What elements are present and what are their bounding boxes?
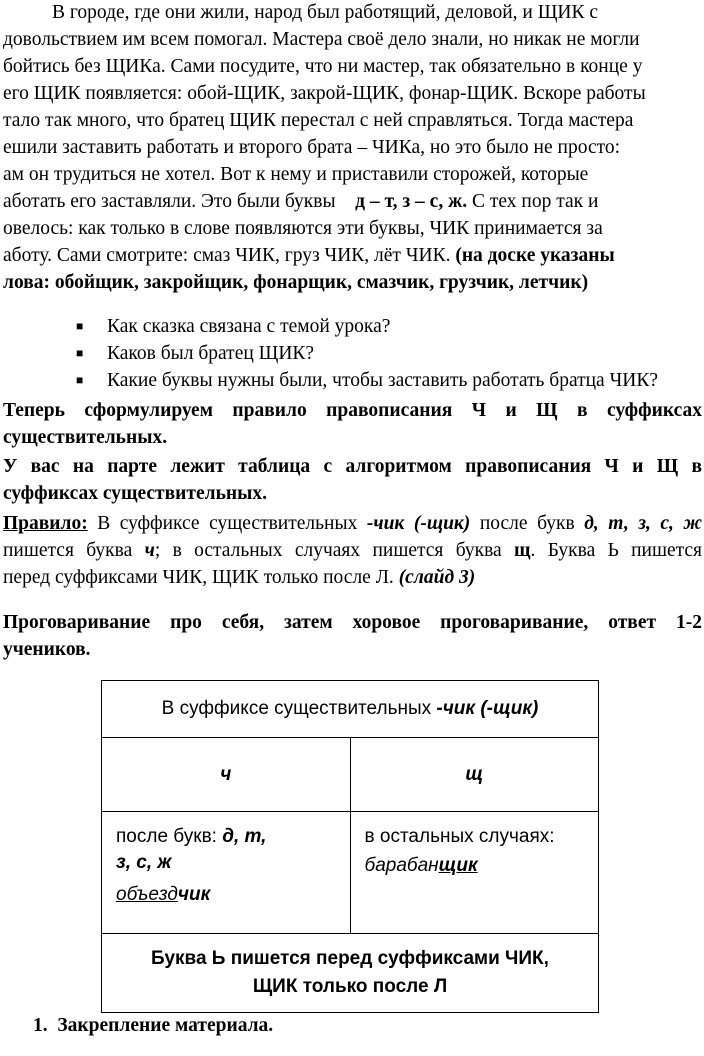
bullet-icon: ■ bbox=[76, 346, 84, 360]
story-line-9: овелось: как только в слове появляются эти буквы, ЧИК принимается за bbox=[3, 218, 603, 239]
rule-label: Правило: bbox=[3, 513, 88, 534]
story-line-8-end: С тех пор так и bbox=[471, 191, 599, 212]
story-line-5: тало так много, что братец ЩИК перестал с ней справляться. Тогда мастера bbox=[3, 110, 634, 131]
table-suffix: -чик (-щик) bbox=[436, 698, 539, 719]
story-line-7: ам он трудиться не хотел. Вот к нему и приставили сторожей, которые bbox=[3, 164, 589, 185]
rule-table bbox=[101, 680, 599, 1013]
rule-intro-line-1: Теперь сформулируем правило правописания Ч и Щ в суффиксах bbox=[3, 400, 702, 421]
story-line-8-text: аботать его заставляли. Это были буквы bbox=[3, 191, 336, 212]
rule-line-1: Правило: В суффиксе существительных -чик (-щик) после букв д, т, з, с, ж bbox=[3, 513, 703, 534]
example-objezdchik: объездчик bbox=[116, 884, 211, 905]
bullet-icon: ■ bbox=[76, 373, 84, 387]
story-line-1: В городе, где они жили, народ был работящий, деловой, и ЩИК с bbox=[52, 2, 599, 23]
bullet-icon: ■ bbox=[76, 319, 84, 333]
story-line-3: бойтись без ЩИКа. Сами посудите, что ни мастер, так обязательно в конце у bbox=[3, 56, 643, 77]
story-line-4: его ЩИК появляется: обой-ЩИК, закрой-ЩИК, фонар-ЩИК. Вскоре работы bbox=[3, 83, 646, 104]
question-2: Каков был братец ЩИК? bbox=[107, 343, 315, 364]
story-line-11 bbox=[3, 269, 588, 296]
board-note-words: лова: обойщик, закройщик, фонарщик, смазчик, грузчик, летчик) bbox=[3, 272, 589, 293]
story-line-2: довольствием им всем помогал. Мастера своё дело знали, но никак не могли bbox=[3, 29, 640, 50]
pronounce-line-2: учеников. bbox=[3, 639, 91, 660]
story-line-10 bbox=[3, 242, 615, 269]
cell-other-cases: в остальных случаях: барабанщик bbox=[350, 812, 599, 934]
slide-ref: (слайд 3) bbox=[398, 567, 476, 588]
cell-after-letters: после букв: д, т, з, с, ж объездчик bbox=[102, 812, 351, 934]
board-note-start: (на доске указаны bbox=[455, 245, 615, 266]
rule-suffix: -чик (-щик) bbox=[366, 513, 471, 534]
section-title: Закрепление материала. bbox=[57, 1015, 274, 1036]
example-barabanshchik: барабанщик bbox=[364, 855, 478, 876]
rule-intro-line-2: существительных. bbox=[3, 427, 168, 448]
story-line-8 bbox=[3, 188, 598, 215]
rule-letters: д, т, з, с, ж bbox=[584, 513, 703, 534]
question-1: Как сказка связана с темой урока? bbox=[107, 316, 391, 337]
section-heading bbox=[33, 1012, 273, 1039]
table-intro-line-1: У вас на парте лежит таблица с алгоритмом правописания Ч и Щ в bbox=[3, 456, 702, 477]
question-3: Какие буквы нужны были, чтобы заставить работать братца ЧИК? bbox=[107, 370, 659, 391]
column-sch: щ bbox=[350, 738, 599, 812]
column-ch: ч bbox=[102, 738, 351, 812]
story-letters: д – т, з – с, ж. bbox=[355, 191, 468, 212]
story-line-10-text: аботу. Сами смотрите: смаз ЧИК, груз ЧИК, лёт ЧИК. bbox=[3, 245, 451, 266]
pronounce-line-1: Проговаривание про себя, затем хоровое проговаривание, ответ 1-2 bbox=[3, 612, 702, 633]
section-number: 1. bbox=[33, 1015, 48, 1036]
table-footer: Буква Ь пишется перед суффиксами ЧИК, ЩИК только после Л bbox=[102, 934, 599, 1013]
table-intro-line-2: суффиксах существительных. bbox=[3, 483, 267, 504]
table-header: В суффиксе существительных -чик (-щик) bbox=[102, 681, 599, 738]
story-line-6: ешили заставить работать и второго брата – ЧИКа, но это было не просто: bbox=[3, 137, 621, 158]
rule-line-2: пишется буква ч; в остальных случаях пишется буква щ. Буква Ь пишется bbox=[3, 540, 703, 561]
rule-line-3: перед суффиксами ЧИК, ЩИК только после Л. (слайд 3) bbox=[3, 567, 476, 588]
